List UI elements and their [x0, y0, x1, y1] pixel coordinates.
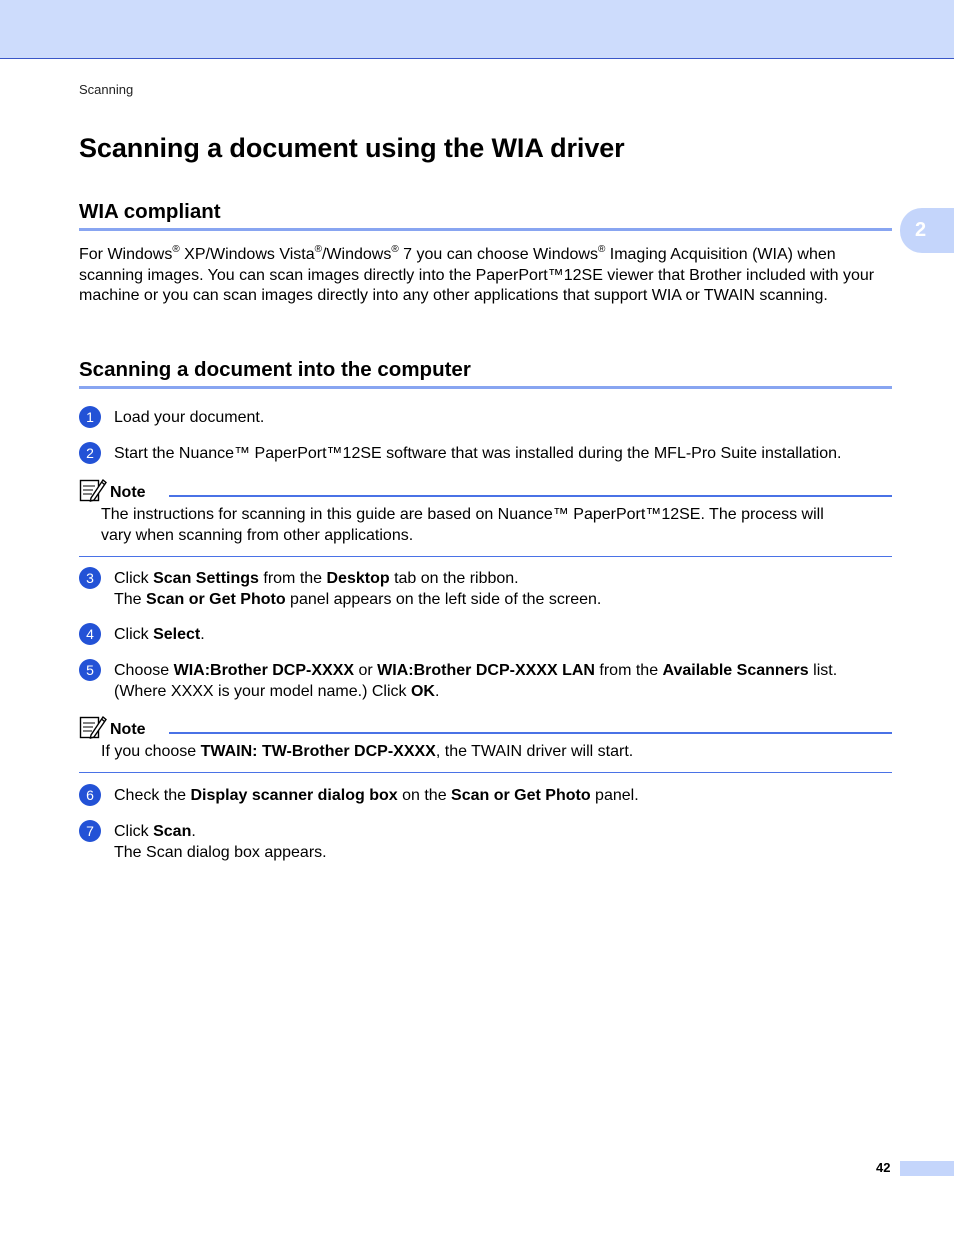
note-rule [169, 732, 892, 734]
note-label: Note [110, 484, 146, 501]
step-text: Check the Display scanner dialog box on the Scan or Get Photo panel. [114, 787, 639, 804]
breadcrumb: Scanning [79, 82, 134, 97]
step-number-icon: 5 [79, 659, 101, 681]
step-number-icon: 4 [79, 623, 101, 645]
note-text: The instructions for scanning in this guide are based on Nuance™ PaperPort™12SE. The process will vary when scanning from other applications. [101, 506, 824, 544]
page-number-band [900, 1161, 954, 1176]
header-band [0, 0, 954, 59]
step-text: Choose WIA:Brother DCP-XXXX or WIA:Brother DCP-XXXX LAN from the Available Scanners list. (Where XXXX is your model name.) Click OK. [114, 662, 838, 700]
note-label: Note [110, 721, 146, 738]
wia-paragraph: For Windows® XP/Windows Vista®/Windows® 7 you can choose Windows® Imaging Acquisition (WIA) when scanning images. You can scan images directly into the PaperPort™12SE viewer that Brother included with your machine or you can scan images directly into any other applications that support WIA or TWAIN scanning. [79, 243, 875, 304]
page-number: 42 [876, 1160, 891, 1175]
step-text: Click Scan Settings from the Desktop tab on the ribbon. The Scan or Get Photo panel appears on the left side of the screen. [114, 570, 602, 608]
step-number-icon: 1 [79, 406, 101, 428]
section-rule [79, 386, 892, 389]
chapter-tab [900, 208, 954, 253]
note-pencil-icon [79, 477, 107, 503]
page-title: Scanning a document using the WIA driver [79, 133, 625, 163]
note-box [79, 714, 892, 774]
step-text: Load your document. [114, 409, 265, 426]
step-text: Click Scan. The Scan dialog box appears. [114, 823, 327, 861]
step-number-icon: 7 [79, 820, 101, 842]
step-text: Start the Nuance™ PaperPort™12SE software that was installed during the MFL-Pro Suite installation. [114, 445, 842, 462]
note-pencil-icon [79, 714, 107, 740]
note-bottom-rule [79, 556, 892, 557]
note-rule [169, 495, 892, 497]
note-bottom-rule [79, 772, 892, 773]
section-heading-wia-compliant: WIA compliant [79, 200, 221, 223]
step-number-icon: 2 [79, 442, 101, 464]
step-number-icon: 6 [79, 784, 101, 806]
section-heading-scanning: Scanning a document into the computer [79, 358, 471, 381]
step-text: Click Select. [114, 626, 205, 643]
chapter-number: 2 [915, 219, 927, 241]
note-text: If you choose TWAIN: TW-Brother DCP-XXXX, the TWAIN driver will start. [101, 743, 634, 760]
step-number-icon: 3 [79, 567, 101, 589]
section-rule [79, 228, 892, 231]
note-box [79, 477, 892, 557]
